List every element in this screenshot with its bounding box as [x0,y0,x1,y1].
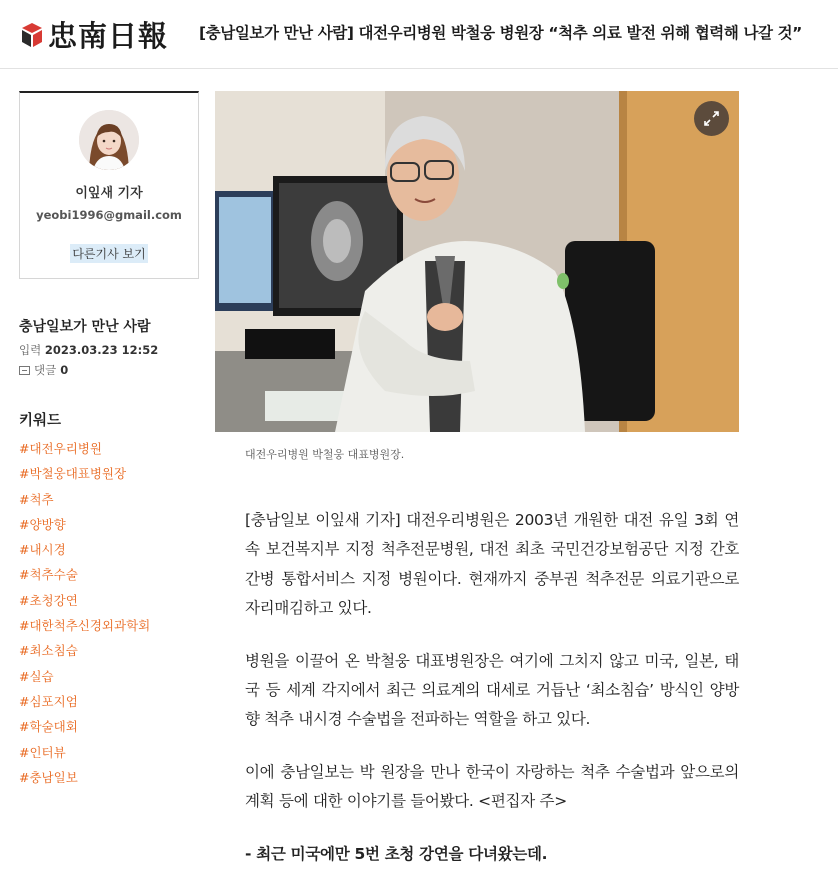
expand-photo-button[interactable] [694,101,729,136]
section-name[interactable]: 충남일보가 만난 사람 [19,319,151,335]
logo-cube-icon [20,21,44,49]
article-body [245,506,739,886]
keywords-title: 키워드 [19,413,62,429]
published-label: 입력 [19,343,42,357]
keyword-tag[interactable]: #대전우리병원 [19,441,102,456]
keyword-list [19,440,150,794]
article-headline: [충남일보가 만난 사람] 대전우리병원 박철웅 병원장 “척추 의료 발전 위해 협력해 나갈 것” [199,24,802,42]
comment-count[interactable] [19,362,68,378]
article-question: - 최근 미국에만 5번 초청 강연을 다녀왔는데. [245,844,548,863]
site-logo[interactable] [20,14,168,55]
keyword-tag[interactable]: #충남일보 [19,769,78,785]
comment-icon [19,366,30,375]
reporter-avatar [79,110,139,170]
reporter-email[interactable]: yeobi1996@gmail.com [36,208,182,222]
reporter-name: 이잎새 기자 [75,186,143,201]
keyword-tag[interactable]: #척추수술 [19,567,78,583]
keyword-tag[interactable]: #학술대회 [19,719,78,735]
photo-caption: 대전우리병원 박철웅 대표병원장. [245,448,405,461]
site-header [0,0,838,69]
article-paragraph: [충남일보 이잎새 기자] 대전우리병원은 2003년 개원한 대전 유일 3회 연속 보건복지부 지정 척추전문병원, 대전 최초 국민건강보험공단 지정 간호간병 통합서비스 지정 병원이다. 현재까지 중부권 척추전문 의료기관으로 자리매김하고 있다. [245,511,739,618]
other-articles-link[interactable]: 다른기사 보기 [70,244,147,263]
reporter-card [19,91,199,279]
article-photo[interactable] [215,91,739,432]
keyword-tag[interactable]: #최소침습 [19,643,78,659]
article-paragraph: 이에 충남일보는 박 원장을 만나 한국이 자랑하는 척추 수술법과 앞으로의 계획 등에 대한 이야기를 들어봤다. <편집자 주> [245,762,739,811]
keyword-tag[interactable]: #초청강연 [19,592,78,608]
keyword-tag[interactable]: #대한척추신경외과학회 [19,618,151,634]
published-value: 2023.03.23 12:52 [44,343,159,357]
logo-text: 忠南日報 [48,19,169,53]
expand-icon [694,101,729,136]
keyword-tag[interactable]: #양방향 [19,516,66,532]
published-date [19,342,158,358]
keyword-tag[interactable]: #척추 [19,491,54,507]
keyword-tag[interactable]: #인터뷰 [19,744,66,760]
keyword-tag[interactable]: #실습 [19,668,54,684]
article-paragraph: 병원을 이끌어 온 박철웅 대표병원장은 여기에 그치지 않고 미국, 일본, 태국 등 세계 각지에서 최근 의료계의 대세로 거듭난 ‘최소침습’ 방식인 양방향 척추 내시경 수술법을 전파하는 역할을 하고 있다. [245,651,739,729]
comments-label: 댓글 [34,363,57,377]
comments-count: 0 [60,363,69,377]
keyword-tag[interactable]: #심포지엄 [19,693,78,709]
keyword-tag[interactable]: #내시경 [19,542,66,558]
keyword-tag[interactable]: #박철웅대표병원장 [19,466,127,482]
